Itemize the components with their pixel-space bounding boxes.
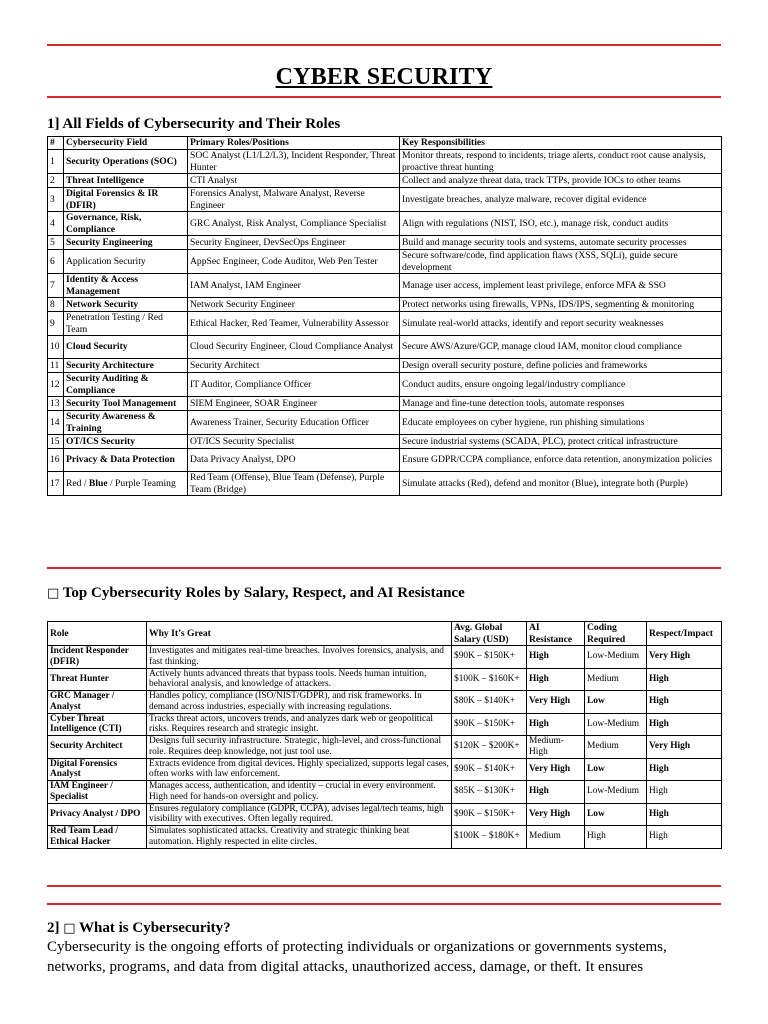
field-name-part-bold: Blue (88, 477, 108, 489)
table-row (48, 646, 722, 669)
table-row (48, 336, 722, 359)
fields-col-field: Cybersecurity Field (64, 137, 188, 150)
table-row (48, 250, 722, 274)
placeholder-glyph-icon: □ (47, 586, 60, 601)
role-ai-resistance: High (527, 781, 585, 804)
top-divider (47, 44, 721, 46)
role-salary: $85K – $130K+ (452, 781, 527, 804)
role-coding: Low-Medium (585, 646, 647, 669)
fields-table-header (48, 137, 722, 150)
field-roles: Security Architect (188, 359, 400, 373)
table2-divider-b (47, 903, 721, 905)
field-name: Penetration Testing / Red Team (64, 312, 188, 336)
roles-col-ai: AI Resistance (527, 622, 585, 646)
table-row (48, 449, 722, 472)
role-coding: Low (585, 758, 647, 781)
definition-paragraph: Cybersecurity is the ongoing efforts of protecting individuals or organizations or governments systems, networks, programs, and data from digital attacks, unauthorized access, damage, or theft. It ensures (47, 939, 667, 975)
field-name-part: Red / (66, 477, 89, 489)
role-respect: High (647, 758, 722, 781)
section1-heading (47, 116, 340, 133)
section3-heading (47, 920, 231, 937)
row-number: 4 (48, 212, 64, 236)
role-coding: Medium (585, 736, 647, 759)
table-row (48, 713, 722, 736)
field-responsibilities: Manage user access, implement least privilege, enforce MFA & SSO (400, 274, 722, 298)
row-number: 6 (48, 250, 64, 274)
role-name: Red Team Lead / Ethical Hacker (48, 826, 147, 849)
field-roles: OT/ICS Security Specialist (188, 435, 400, 449)
fields-table (47, 136, 722, 496)
row-number: 5 (48, 236, 64, 250)
table-row (48, 691, 722, 714)
field-roles: CTI Analyst (188, 174, 400, 188)
field-roles: Red Team (Offense), Blue Team (Defense), Purple Team (Bridge) (188, 472, 400, 496)
table-row (48, 411, 722, 435)
row-number: 7 (48, 274, 64, 298)
role-why: Simulates sophisticated attacks. Creativity and strategic thinking beat automation. Highly respected in elite circles. (147, 826, 452, 849)
fields-col-resp: Key Responsibilities (400, 137, 722, 150)
role-name: Security Architect (48, 736, 147, 759)
field-roles: Ethical Hacker, Red Teamer, Vulnerability Assessor (188, 312, 400, 336)
section3-heading-text: What is Cybersecurity? (79, 920, 231, 936)
field-responsibilities: Align with regulations (NIST, ISO, etc.), manage risk, conduct audits (400, 212, 722, 236)
role-coding: Low (585, 691, 647, 714)
field-responsibilities: Conduct audits, ensure ongoing legal/industry compliance (400, 373, 722, 397)
row-number: 17 (48, 472, 64, 496)
placeholder-glyph-icon: □ (63, 921, 76, 936)
role-coding: Low (585, 803, 647, 826)
row-number: 10 (48, 336, 64, 359)
role-ai-resistance: Very High (527, 803, 585, 826)
role-name: IAM Engineer / Specialist (48, 781, 147, 804)
table1-divider (47, 567, 721, 569)
field-name: Security Tool Management (64, 397, 188, 411)
table-row (48, 236, 722, 250)
role-ai-resistance: Medium (527, 826, 585, 849)
row-number: 12 (48, 373, 64, 397)
section1-heading-text: 1] All Fields of Cybersecurity and Their Roles (47, 116, 341, 132)
role-respect: High (647, 781, 722, 804)
table-row (48, 298, 722, 312)
role-why: Actively hunts advanced threats that bypass tools. Needs human intuition, behavioral analysis, and knowledge of attackers. (147, 668, 452, 691)
field-roles: AppSec Engineer, Code Auditor, Web Pen Tester (188, 250, 400, 274)
row-number: 13 (48, 397, 64, 411)
field-roles: SIEM Engineer, SOAR Engineer (188, 397, 400, 411)
role-coding: Medium (585, 668, 647, 691)
section3-prefix: 2] (47, 920, 60, 936)
field-name (64, 472, 188, 496)
role-coding: Low-Medium (585, 713, 647, 736)
table-row (48, 312, 722, 336)
role-salary: $80K – $140K+ (452, 691, 527, 714)
role-salary: $120K – $200K+ (452, 736, 527, 759)
table-row (48, 188, 722, 212)
roles-col-why: Why It’s Great (147, 622, 452, 646)
field-name: Threat Intelligence (64, 174, 188, 188)
table-row (48, 150, 722, 174)
table-row (48, 472, 722, 496)
field-name: Application Security (64, 250, 188, 274)
role-name: Privacy Analyst / DPO (48, 803, 147, 826)
table-row (48, 435, 722, 449)
row-number: 16 (48, 449, 64, 472)
field-name: Security Auditing & Compliance (64, 373, 188, 397)
role-salary: $100K – $160K+ (452, 668, 527, 691)
table-row (48, 826, 722, 849)
row-number: 15 (48, 435, 64, 449)
row-number: 14 (48, 411, 64, 435)
table-row (48, 781, 722, 804)
table-row (48, 274, 722, 298)
field-name-part: / Purple Teaming (107, 477, 176, 489)
field-name: Security Architecture (64, 359, 188, 373)
table-row (48, 174, 722, 188)
title-divider (47, 96, 721, 98)
role-name: Cyber Threat Intelligence (CTI) (48, 713, 147, 736)
role-ai-resistance: High (527, 668, 585, 691)
role-ai-resistance: High (527, 646, 585, 669)
role-salary: $90K – $150K+ (452, 646, 527, 669)
role-salary: $100K – $180K+ (452, 826, 527, 849)
field-name: Security Operations (SOC) (64, 150, 188, 174)
roles-col-salary: Avg. Global Salary (USD) (452, 622, 527, 646)
field-roles: Data Privacy Analyst, DPO (188, 449, 400, 472)
table-row (48, 212, 722, 236)
role-ai-resistance: Very High (527, 691, 585, 714)
field-responsibilities: Secure software/code, find application flaws (XSS, SQLi), guide secure development (400, 250, 722, 274)
section2-heading-text: Top Cybersecurity Roles by Salary, Respect, and AI Resistance (62, 585, 465, 601)
field-responsibilities: Collect and analyze threat data, track TTPs, provide IOCs to other teams (400, 174, 722, 188)
role-name: Threat Hunter (48, 668, 147, 691)
field-roles: Awareness Trainer, Security Education Officer (188, 411, 400, 435)
row-number: 2 (48, 174, 64, 188)
role-respect: High (647, 691, 722, 714)
role-respect: Very High (647, 646, 722, 669)
field-roles: Forensics Analyst, Malware Analyst, Reverse Engineer (188, 188, 400, 212)
role-coding: High (585, 826, 647, 849)
role-why: Handles policy, compliance (ISO/NIST/GDPR), and risk frameworks. In demand across industries, especially with increasing regulations. (147, 691, 452, 714)
field-name: Privacy & Data Protection (64, 449, 188, 472)
role-name: Incident Responder (DFIR) (48, 646, 147, 669)
field-name: OT/ICS Security (64, 435, 188, 449)
table-row (48, 373, 722, 397)
role-respect: High (647, 713, 722, 736)
field-name: Security Engineering (64, 236, 188, 250)
section2-heading (47, 585, 465, 602)
roles-col-role: Role (48, 622, 147, 646)
field-roles: Cloud Security Engineer, Cloud Compliance Analyst (188, 336, 400, 359)
role-respect: Very High (647, 736, 722, 759)
fields-col-roles: Primary Roles/Positions (188, 137, 400, 150)
field-responsibilities: Simulate attacks (Red), defend and monitor (Blue), integrate both (Purple) (400, 472, 722, 496)
field-roles: Network Security Engineer (188, 298, 400, 312)
role-ai-resistance: Medium-High (527, 736, 585, 759)
roles-table-header (48, 622, 722, 646)
field-responsibilities: Simulate real-world attacks, identify and report security weaknesses (400, 312, 722, 336)
field-responsibilities: Design overall security posture, define policies and frameworks (400, 359, 722, 373)
role-why: Tracks threat actors, uncovers trends, and analyzes dark web or geopolitical risks. Requires research and strategic insight. (147, 713, 452, 736)
fields-col-num: # (48, 137, 64, 150)
field-roles: IT Auditor, Compliance Officer (188, 373, 400, 397)
field-responsibilities: Ensure GDPR/CCPA compliance, enforce data retention, anonymization policies (400, 449, 722, 472)
roles-col-respect: Respect/Impact (647, 622, 722, 646)
field-responsibilities: Manage and fine-tune detection tools, automate responses (400, 397, 722, 411)
field-name: Digital Forensics & IR (DFIR) (64, 188, 188, 212)
page-title: CYBER SECURITY (275, 64, 493, 90)
field-name: Cloud Security (64, 336, 188, 359)
role-respect: High (647, 668, 722, 691)
field-roles: IAM Analyst, IAM Engineer (188, 274, 400, 298)
roles-col-coding: Coding Required (585, 622, 647, 646)
role-salary: $90K – $150K+ (452, 803, 527, 826)
field-responsibilities: Educate employees on cyber hygiene, run phishing simulations (400, 411, 722, 435)
row-number: 8 (48, 298, 64, 312)
role-salary: $90K – $140K+ (452, 758, 527, 781)
role-name: GRC Manager / Analyst (48, 691, 147, 714)
role-coding: Low-Medium (585, 781, 647, 804)
field-responsibilities: Investigate breaches, analyze malware, recover digital evidence (400, 188, 722, 212)
role-ai-resistance: Very High (527, 758, 585, 781)
row-number: 3 (48, 188, 64, 212)
role-why: Extracts evidence from digital devices. Highly specialized, supports legal cases, often works with law enforcement. (147, 758, 452, 781)
table-row (48, 736, 722, 759)
field-name: Governance, Risk, Compliance (64, 212, 188, 236)
row-number: 9 (48, 312, 64, 336)
table-row (48, 359, 722, 373)
field-name: Identity & Access Management (64, 274, 188, 298)
field-roles: SOC Analyst (L1/L2/L3), Incident Responder, Threat Hunter (188, 150, 400, 174)
role-why: Manages access, authentication, and identity – crucial in every environment. High need for hands-on oversight and policy. (147, 781, 452, 804)
table2-divider-a (47, 885, 721, 887)
table-row (48, 668, 722, 691)
role-ai-resistance: High (527, 713, 585, 736)
field-name: Network Security (64, 298, 188, 312)
field-responsibilities: Monitor threats, respond to incidents, triage alerts, conduct root cause analysis, proactive threat hunting (400, 150, 722, 174)
field-responsibilities: Protect networks using firewalls, VPNs, IDS/IPS, segmenting & monitoring (400, 298, 722, 312)
role-why: Investigates and mitigates real-time breaches. Involves forensics, analysis, and fast thinking. (147, 646, 452, 669)
field-roles: Security Engineer, DevSecOps Engineer (188, 236, 400, 250)
table-row (48, 397, 722, 411)
field-responsibilities: Build and manage security tools and systems, automate security processes (400, 236, 722, 250)
table-row (48, 758, 722, 781)
field-responsibilities: Secure AWS/Azure/GCP, manage cloud IAM, monitor cloud compliance (400, 336, 722, 359)
row-number: 1 (48, 150, 64, 174)
role-respect: High (647, 826, 722, 849)
field-name: Security Awareness & Training (64, 411, 188, 435)
roles-table (47, 621, 722, 849)
field-responsibilities: Secure industrial systems (SCADA, PLC), protect critical infrastructure (400, 435, 722, 449)
field-roles: GRC Analyst, Risk Analyst, Compliance Specialist (188, 212, 400, 236)
role-why: Designs full security infrastructure. Strategic, high-level, and cross-functional role. Requires deep knowledge, not just tool use. (147, 736, 452, 759)
role-why: Ensures regulatory compliance (GDPR, CCPA), advises legal/tech teams, high visibility with executives. Often legally required. (147, 803, 452, 826)
role-respect: High (647, 803, 722, 826)
role-name: Digital Forensics Analyst (48, 758, 147, 781)
table-row (48, 803, 722, 826)
row-number: 11 (48, 359, 64, 373)
role-salary: $90K – $150K+ (452, 713, 527, 736)
